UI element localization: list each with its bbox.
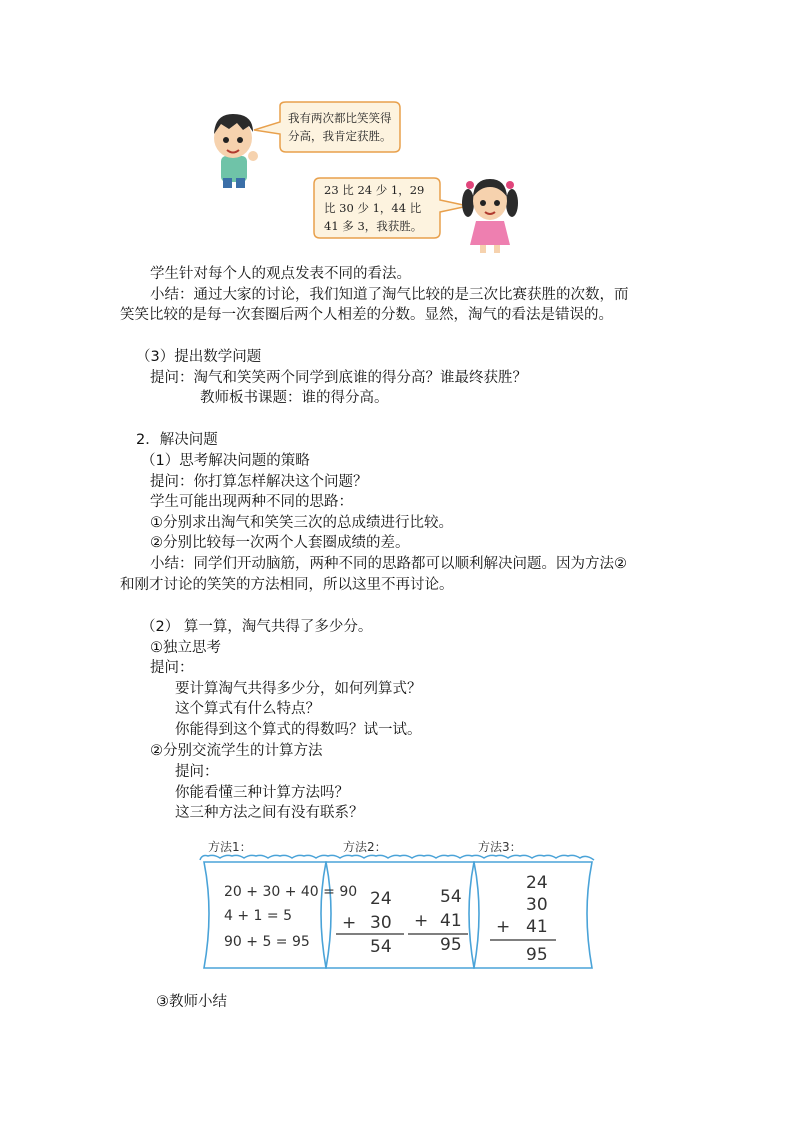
summary-line-1: 小结：通过大家的讨论，我们知道了淘气比较的是三次比赛获胜的次数，而 [150,287,629,303]
section-heading-3: （3）提出数学问题 [136,349,262,365]
strategy-summary-2: 和刚才讨论的笑笑的方法相同，所以这里不再讨论。 [120,577,454,593]
question-item-4: 你能看懂三种计算方法吗？ [175,785,349,801]
question-label-2: 提问： [175,764,219,780]
method-2b-sum: 95 [440,935,462,955]
step-independent-thinking: ①独立思考 [150,640,221,656]
method-3-b: 30 [526,895,548,915]
question-item-5: 这三种方法之间有没有联系？ [175,805,364,821]
method-3-label: 方法3： [478,840,522,854]
question-item-1: 要计算淘气共得多少分，如何列算式？ [175,681,422,697]
method-3-plus: + [496,917,511,937]
subsection-heading-2: （2） 算一算，淘气共得了多少分。 [141,619,373,635]
section-heading-2: 2．解决问题 [136,432,218,448]
method-1-line-1: 20 + 30 + 40 = 90 [224,884,358,900]
method-2a-plus: + [342,913,357,933]
method-1-line-3: 90 + 5 = 95 [224,934,310,950]
strategy-item-2: ②分别比较每一次两个人套圈成绩的差。 [150,535,410,551]
subsection-heading-1: （1）思考解决问题的策略 [141,453,310,469]
method-1-line-2: 4 + 1 = 5 [224,908,292,924]
girl-speech-line-3: 41 多 3，我获胜。 [324,219,423,233]
girl-speech-bubble [310,176,470,240]
board-title-line: 教师板书课题：谁的得分高。 [200,390,389,406]
method-3-c: 41 [526,917,548,937]
strategy-item-1: ①分别求出淘气和笑笑三次的总成绩进行比较。 [150,515,453,531]
question-item-3: 你能得到这个算式的得数吗？试一试。 [175,722,422,738]
question-line: 提问：淘气和笑笑两个同学到底谁的得分高？谁最终获胜？ [150,370,527,386]
girl-speech-line-1: 23 比 24 少 1，29 [324,183,425,197]
teacher-summary: ③教师小结 [156,994,227,1010]
method-2a-sum: 54 [370,937,392,957]
boy-speech-bubble [252,100,402,154]
method-3-a: 24 [526,873,548,893]
method-2b-top: 54 [440,887,462,907]
boy-speech-line-1: 我有两次都比笑笑得 [288,111,392,125]
method-3-sum: 95 [526,945,548,965]
text-line-1: 学生针对每个人的观点发表不同的看法。 [150,266,411,282]
strategy-intro: 学生可能出现两种不同的思路： [150,494,353,510]
summary-line-2: 笑笑比较的是每一次套圈后两个人相差的分数。显然，淘气的看法是错误的。 [120,307,613,323]
boy-speech-line-2: 分高，我肯定获胜。 [288,129,392,143]
girl-illustration [460,175,520,253]
question-item-2: 这个算式有什么特点？ [175,701,320,717]
method-2a-addend: 30 [370,913,392,933]
methods-figure [196,852,600,974]
girl-speech-line-2: 比 30 少 1，44 比 [324,201,422,215]
method-2b-addend: 41 [440,911,462,931]
strategy-question: 提问：你打算怎样解决这个问题？ [150,474,368,490]
method-1-label: 方法1： [208,840,252,854]
strategy-summary-1: 小结：同学们开动脑筋，两种不同的思路都可以顺利解决问题。因为方法② [150,556,627,572]
method-2a-top: 24 [370,889,392,909]
question-label-1: 提问： [150,660,194,676]
method-2b-plus: + [414,911,429,931]
step-exchange-methods: ②分别交流学生的计算方法 [150,743,323,759]
method-2-label: 方法2： [343,840,387,854]
